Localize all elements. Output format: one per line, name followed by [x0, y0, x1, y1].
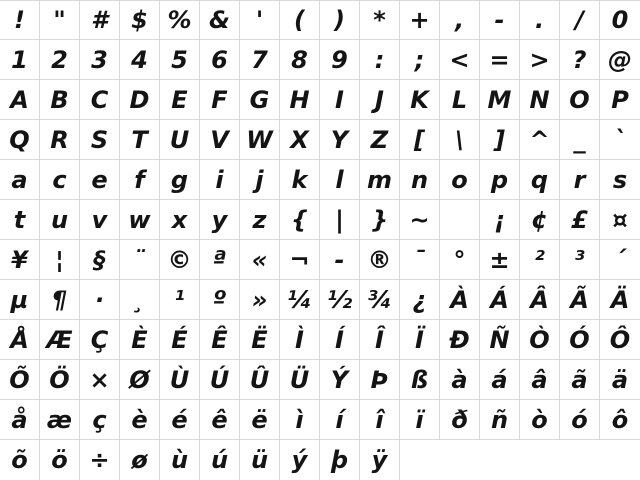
glyph-cell[interactable]: ¹ [160, 280, 200, 320]
glyph-cell[interactable]: [ [400, 120, 440, 160]
glyph-cell[interactable]: z [240, 200, 280, 240]
glyph-cell[interactable]: X [280, 120, 320, 160]
glyph-cell[interactable]: ¨ [120, 240, 160, 280]
glyph-cell[interactable]: ò [520, 400, 560, 440]
glyph-cell[interactable]: ó [560, 400, 600, 440]
glyph-cell[interactable]: } [360, 200, 400, 240]
glyph-cell[interactable]: ¤ [600, 200, 640, 240]
glyph-cell[interactable]: & [200, 0, 240, 40]
glyph-cell[interactable]: é [160, 400, 200, 440]
glyph-cell[interactable]: W [240, 120, 280, 160]
glyph-cell[interactable]: S [80, 120, 120, 160]
glyph-cell[interactable]: « [240, 240, 280, 280]
glyph-cell[interactable]: » [240, 280, 280, 320]
glyph-cell[interactable]: £ [560, 200, 600, 240]
glyph-cell[interactable]: 3 [80, 40, 120, 80]
glyph-cell[interactable]: Î [360, 320, 400, 360]
glyph-cell[interactable]: R [40, 120, 80, 160]
glyph-cell[interactable]: Ð [440, 320, 480, 360]
glyph-cell[interactable]: A [0, 80, 40, 120]
glyph-cell[interactable]: µ [0, 280, 40, 320]
glyph-cell[interactable]: ½ [320, 280, 360, 320]
glyph-cell[interactable]: _ [560, 120, 600, 160]
glyph-cell[interactable]: # [80, 0, 120, 40]
glyph-cell[interactable]: â [520, 360, 560, 400]
glyph-cell[interactable]: B [40, 80, 80, 120]
glyph-cell[interactable]: ¯ [400, 240, 440, 280]
glyph-cell[interactable]: g [160, 160, 200, 200]
glyph-cell[interactable]: ? [560, 40, 600, 80]
glyph-cell[interactable]: ú [200, 440, 240, 480]
glyph-cell[interactable]: F [200, 80, 240, 120]
glyph-cell[interactable]: w [120, 200, 160, 240]
glyph-cell[interactable]: ³ [560, 240, 600, 280]
glyph-cell[interactable]: º [200, 280, 240, 320]
glyph-cell[interactable]: P [600, 80, 640, 120]
glyph-cell[interactable]: ¿ [400, 280, 440, 320]
glyph-cell[interactable]: Â [520, 280, 560, 320]
glyph-cell[interactable]: ¬ [280, 240, 320, 280]
glyph-cell[interactable]: ª [200, 240, 240, 280]
glyph-cell[interactable]: M [480, 80, 520, 120]
glyph-cell[interactable]: Õ [0, 360, 40, 400]
glyph-cell[interactable]: E [160, 80, 200, 120]
glyph-cell[interactable]: ¦ [40, 240, 80, 280]
glyph-cell[interactable]: Û [240, 360, 280, 400]
glyph-cell[interactable]: T [120, 120, 160, 160]
glyph-cell[interactable]: Ý [320, 360, 360, 400]
glyph-cell[interactable]: Ã [560, 280, 600, 320]
glyph-cell[interactable]: ` [600, 120, 640, 160]
glyph-cell[interactable]: ù [160, 440, 200, 480]
empty-cell [440, 440, 480, 480]
glyph-cell[interactable]: ) [320, 0, 360, 40]
glyph-cell[interactable]: Ñ [480, 320, 520, 360]
empty-cell [520, 440, 560, 480]
glyph-cell[interactable]: 7 [240, 40, 280, 80]
glyph-cell[interactable]: Ó [560, 320, 600, 360]
glyph-cell[interactable]: ð [440, 400, 480, 440]
glyph-cell[interactable]: ; [400, 40, 440, 80]
glyph-cell[interactable]: f [120, 160, 160, 200]
glyph-cell[interactable]: á [480, 360, 520, 400]
glyph-cell[interactable]: { [280, 200, 320, 240]
glyph-cell[interactable]: î [360, 400, 400, 440]
glyph-cell[interactable]: Y [320, 120, 360, 160]
glyph-cell[interactable]: Ö [40, 360, 80, 400]
glyph-cell[interactable]: t [0, 200, 40, 240]
glyph-cell[interactable]: ä [600, 360, 640, 400]
glyph-cell[interactable]: ñ [480, 400, 520, 440]
glyph-cell[interactable]: J [360, 80, 400, 120]
glyph-cell[interactable]: q [520, 160, 560, 200]
glyph-cell[interactable]: í [320, 400, 360, 440]
glyph-cell[interactable]: i [200, 160, 240, 200]
empty-cell [480, 440, 520, 480]
glyph-cell[interactable]: \ [440, 120, 480, 160]
glyph-cell[interactable]: ! [0, 0, 40, 40]
glyph-cell[interactable]: o [440, 160, 480, 200]
glyph-cell[interactable]: K [400, 80, 440, 120]
glyph-cell[interactable]: © [160, 240, 200, 280]
glyph-cell[interactable]: / [560, 0, 600, 40]
glyph-cell[interactable]: Ò [520, 320, 560, 360]
glyph-cell[interactable]: Ï [400, 320, 440, 360]
glyph-cell[interactable]: ß [400, 360, 440, 400]
glyph-cell[interactable]: Æ [40, 320, 80, 360]
glyph-cell[interactable]: x [160, 200, 200, 240]
glyph-cell[interactable]: Ô [600, 320, 640, 360]
glyph-cell[interactable]: Q [0, 120, 40, 160]
glyph-cell[interactable]: Á [480, 280, 520, 320]
glyph-cell[interactable]: ( [280, 0, 320, 40]
glyph-cell[interactable]: ´ [600, 240, 640, 280]
glyph-cell[interactable]: ] [480, 120, 520, 160]
glyph-cell[interactable]: < [440, 40, 480, 80]
glyph-cell[interactable]: I [320, 80, 360, 120]
glyph-cell[interactable]: à [440, 360, 480, 400]
glyph-cell[interactable]: Ê [200, 320, 240, 360]
glyph-cell[interactable]: e [80, 160, 120, 200]
glyph-cell[interactable]: L [440, 80, 480, 120]
glyph-cell[interactable]: õ [0, 440, 40, 480]
glyph-cell[interactable]: . [520, 0, 560, 40]
glyph-cell[interactable]: U [160, 120, 200, 160]
glyph-cell[interactable]: - [480, 0, 520, 40]
glyph-cell[interactable]: > [520, 40, 560, 80]
glyph-cell[interactable]: Þ [360, 360, 400, 400]
glyph-cell[interactable]: ¢ [520, 200, 560, 240]
glyph-cell[interactable]: ' [240, 0, 280, 40]
glyph-cell[interactable]: , [440, 0, 480, 40]
empty-cell [560, 440, 600, 480]
glyph-cell[interactable]: y [200, 200, 240, 240]
glyph-cell[interactable]: * [360, 0, 400, 40]
glyph-cell[interactable]: n [400, 160, 440, 200]
glyph-cell[interactable]: : [360, 40, 400, 80]
glyph-cell[interactable]: ê [200, 400, 240, 440]
glyph-cell[interactable]: 1 [0, 40, 40, 80]
glyph-cell[interactable]: " [40, 0, 80, 40]
glyph-cell[interactable]: ï [400, 400, 440, 440]
glyph-cell[interactable]: ® [360, 240, 400, 280]
glyph-cell[interactable]: V [200, 120, 240, 160]
glyph-cell[interactable]: 5 [160, 40, 200, 80]
glyph-cell[interactable]: 8 [280, 40, 320, 80]
glyph-cell[interactable]: Ø [120, 360, 160, 400]
glyph-cell[interactable]: m [360, 160, 400, 200]
glyph-cell[interactable]: þ [320, 440, 360, 480]
glyph-cell[interactable]: a [0, 160, 40, 200]
glyph-cell[interactable]: ë [240, 400, 280, 440]
glyph-cell[interactable]: = [480, 40, 520, 80]
glyph-cell[interactable]: C [80, 80, 120, 120]
glyph-cell[interactable] [440, 200, 480, 240]
glyph-cell[interactable]: ¥ [0, 240, 40, 280]
glyph-cell[interactable]: Ì [280, 320, 320, 360]
glyph-cell[interactable]: ü [240, 440, 280, 480]
glyph-cell[interactable]: ¡ [480, 200, 520, 240]
glyph-cell[interactable]: ý [280, 440, 320, 480]
glyph-cell[interactable]: ± [480, 240, 520, 280]
glyph-cell[interactable]: À [440, 280, 480, 320]
empty-cell [400, 440, 440, 480]
glyph-cell[interactable]: H [280, 80, 320, 120]
glyph-cell[interactable]: c [40, 160, 80, 200]
glyph-cell[interactable]: s [600, 160, 640, 200]
glyph-cell[interactable]: ° [440, 240, 480, 280]
glyph-cell[interactable]: ¾ [360, 280, 400, 320]
glyph-cell[interactable]: Ù [160, 360, 200, 400]
glyph-cell[interactable]: G [240, 80, 280, 120]
glyph-cell[interactable]: ø [120, 440, 160, 480]
glyph-cell[interactable]: $ [120, 0, 160, 40]
glyph-cell[interactable]: % [160, 0, 200, 40]
glyph-cell[interactable]: ^ [520, 120, 560, 160]
glyph-cell[interactable]: å [0, 400, 40, 440]
glyph-cell[interactable]: È [120, 320, 160, 360]
glyph-cell[interactable]: 4 [120, 40, 160, 80]
glyph-cell[interactable]: v [80, 200, 120, 240]
glyph-cell[interactable]: è [120, 400, 160, 440]
glyph-cell[interactable]: ö [40, 440, 80, 480]
glyph-cell[interactable]: O [560, 80, 600, 120]
glyph-cell[interactable]: × [80, 360, 120, 400]
glyph-cell[interactable]: ~ [400, 200, 440, 240]
glyph-cell[interactable]: ç [80, 400, 120, 440]
glyph-cell[interactable]: l [320, 160, 360, 200]
glyph-cell[interactable]: ² [520, 240, 560, 280]
glyph-cell[interactable]: · [80, 280, 120, 320]
glyph-cell[interactable]: ì [280, 400, 320, 440]
glyph-cell[interactable]: 0 [600, 0, 640, 40]
glyph-cell[interactable]: ¶ [40, 280, 80, 320]
glyph-cell[interactable]: ÷ [80, 440, 120, 480]
glyph-cell[interactable]: Ç [80, 320, 120, 360]
glyph-cell[interactable]: Å [0, 320, 40, 360]
glyph-cell[interactable]: Ë [240, 320, 280, 360]
glyph-cell[interactable]: 2 [40, 40, 80, 80]
glyph-cell[interactable]: æ [40, 400, 80, 440]
glyph-cell[interactable]: ¸ [120, 280, 160, 320]
glyph-cell[interactable]: + [400, 0, 440, 40]
glyph-cell[interactable]: § [80, 240, 120, 280]
glyph-cell[interactable]: 9 [320, 40, 360, 80]
glyph-cell[interactable]: D [120, 80, 160, 120]
glyph-cell[interactable]: | [320, 200, 360, 240]
glyph-cell[interactable]: Ú [200, 360, 240, 400]
glyph-cell[interactable]: p [480, 160, 520, 200]
empty-cell [600, 440, 640, 480]
glyph-cell[interactable]: r [560, 160, 600, 200]
glyph-cell[interactable]: k [280, 160, 320, 200]
glyph-cell[interactable]: ã [560, 360, 600, 400]
glyph-cell[interactable]: Ü [280, 360, 320, 400]
glyph-cell[interactable]: ô [600, 400, 640, 440]
glyph-cell[interactable]: u [40, 200, 80, 240]
glyph-cell[interactable]: j [240, 160, 280, 200]
glyph-cell[interactable]: Ä [600, 280, 640, 320]
glyph-cell[interactable]: Í [320, 320, 360, 360]
glyph-cell[interactable]: - [320, 240, 360, 280]
glyph-cell[interactable]: @ [600, 40, 640, 80]
glyph-cell[interactable]: ÿ [360, 440, 400, 480]
glyph-cell[interactable]: É [160, 320, 200, 360]
glyph-cell[interactable]: 6 [200, 40, 240, 80]
glyph-cell[interactable]: ¼ [280, 280, 320, 320]
glyph-cell[interactable]: N [520, 80, 560, 120]
glyph-cell[interactable]: Z [360, 120, 400, 160]
